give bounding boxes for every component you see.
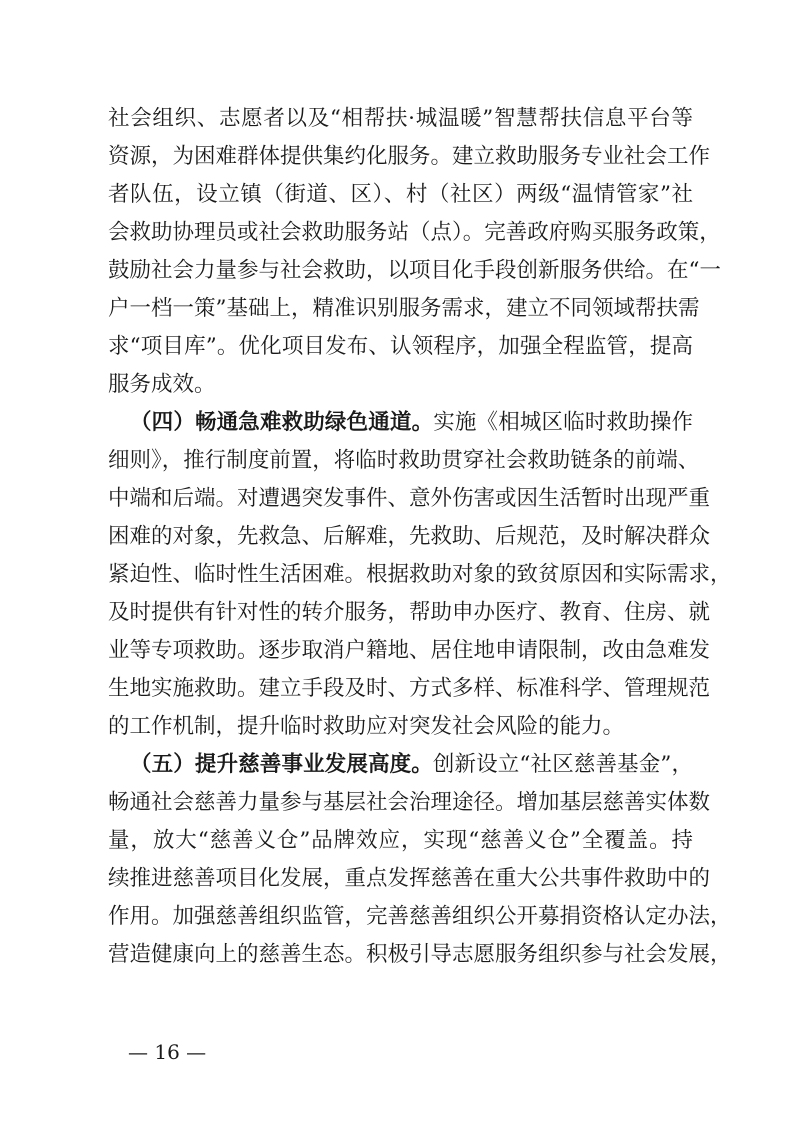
paragraph-1-line-1: 社会组织、志愿者以及“相帮扶·城温暖”智慧帮扶信息平台等 <box>108 106 693 131</box>
paragraph-3-heading: （五）提升慈善事业发展高度。 <box>130 752 433 777</box>
paragraph-3-line-4: 续推进慈善项目化发展，重点发挥慈善在重大公共事件救助中的 <box>108 866 711 891</box>
paragraph-3-line-1 <box>130 749 693 781</box>
paragraph-1-line-2: 资源，为困难群体提供集约化服务。建立救助服务专业社会工作 <box>108 144 711 169</box>
paragraph-2-line-2: 细则》，推行制度前置，将临时救助贯穿社会救助链条的前端、 <box>108 448 700 473</box>
paragraph-2-line-1-text: 实施《相城区临时救助操作 <box>433 410 693 435</box>
paragraph-3-line-5: 作用。加强慈善组织监管，完善慈善组织公开募捐资格认定办法， <box>108 904 732 929</box>
paragraph-2-line-1 <box>130 407 693 439</box>
paragraph-1-line-7: 求“项目库”。优化项目发布、认领程序，加强全程监管，提高 <box>108 334 693 359</box>
page-number: — 16 — <box>128 1040 207 1064</box>
paragraph-2-line-5: 紧迫性、临时性生活困难。根据救助对象的致贫原因和实际需求， <box>108 562 732 587</box>
paragraph-1-line-3: 者队伍，设立镇（街道、区）、村（社区）两级“温情管家”社 <box>108 182 693 207</box>
paragraph-1-line-5: 鼓励社会力量参与社会救助，以项目化手段创新服务供给。在“一 <box>108 258 721 283</box>
paragraph-2-line-8: 生地实施救助。建立手段及时、方式多样、标准科学、管理规范 <box>108 676 711 701</box>
paragraph-2-line-9: 的工作机制，提升临时救助应对突发社会风险的能力。 <box>108 714 625 739</box>
paragraph-2-line-3: 中端和后端。对遭遇突发事件、意外伤害或因生活暂时出现严重 <box>108 486 711 511</box>
paragraph-3-line-2: 畅通社会慈善力量参与基层社会治理途径。增加基层慈善实体数 <box>108 790 711 815</box>
paragraph-2-line-4: 困难的对象，先救急、后解难，先救助、后规范，及时解决群众 <box>108 524 711 549</box>
paragraph-3-line-1-text: 创新设立“社区慈善基金”， <box>432 752 693 777</box>
paragraph-2-heading: （四）畅通急难救助绿色通道。 <box>130 410 434 435</box>
paragraph-1-line-4: 会救助协理员或社会救助服务站（点）。完善政府购买服务政策， <box>108 220 721 245</box>
paragraph-2-line-6: 及时提供有针对性的转介服务，帮助申办医疗、教育、住房、就 <box>108 600 711 625</box>
paragraph-3-line-3: 量，放大“慈善义仓”品牌效应，实现“慈善义仓”全覆盖。持 <box>108 828 693 853</box>
paragraph-3-line-6: 营造健康向上的慈善生态。积极引导志愿服务组织参与社会发展， <box>108 942 732 967</box>
paragraph-1-line-6: 户一档一策”基础上，精准识别服务需求，建立不同领域帮扶需 <box>108 296 700 321</box>
paragraph-1-line-8: 服务成效。 <box>108 372 216 397</box>
paragraph-2-line-7: 业等专项救助。逐步取消户籍地、居住地申请限制，改由急难发 <box>108 638 711 663</box>
